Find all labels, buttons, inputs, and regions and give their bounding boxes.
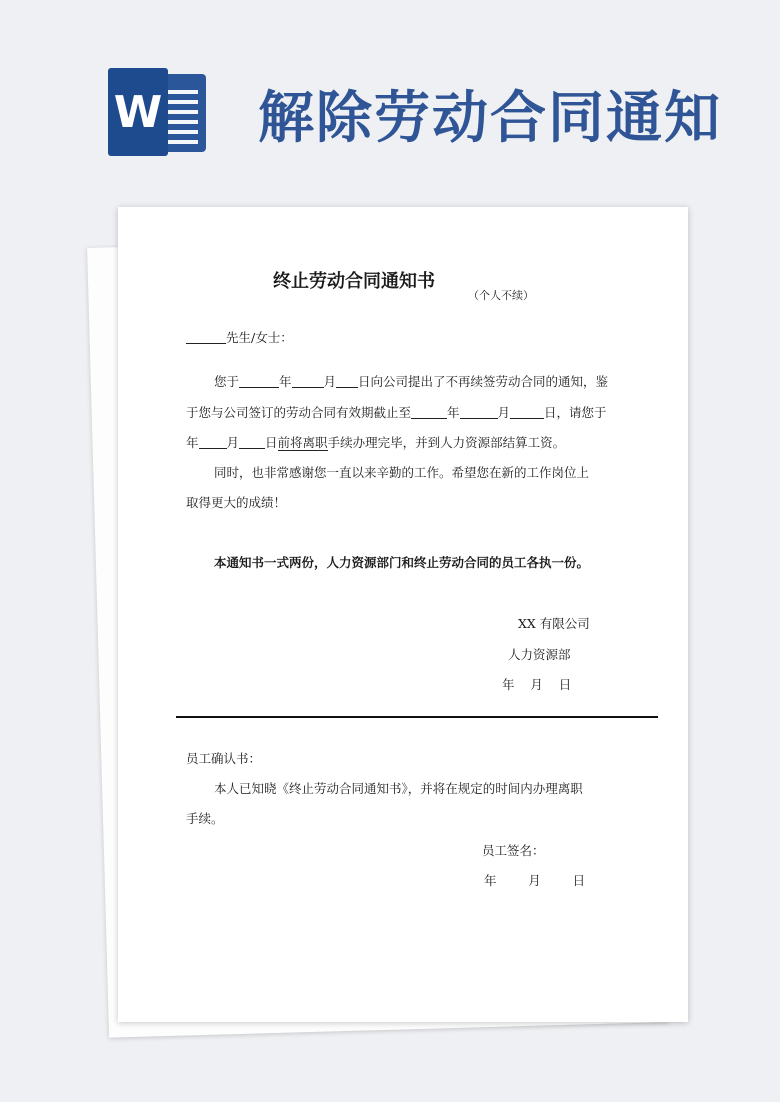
blank-day	[510, 404, 544, 419]
notice-date: 年 月 日	[502, 677, 572, 692]
text: 于您与公司签订的劳动合同有效期截止至	[186, 405, 412, 420]
blank-month	[199, 434, 227, 449]
blank-year	[411, 404, 447, 419]
document-subtitle: （个人不续）	[468, 289, 534, 302]
text: 前将离职	[277, 435, 328, 450]
confirm-heading: 员工确认书：	[186, 751, 262, 766]
signature-date: 年 月 日	[484, 873, 586, 888]
text: 手续办理完毕，并到人力资源部结算工资。	[327, 435, 566, 450]
word-icon	[108, 68, 208, 156]
document-title: 终止劳动合同通知书	[273, 271, 435, 292]
para1-line1	[214, 373, 608, 389]
text: 日	[265, 435, 278, 450]
blank-year	[239, 373, 279, 388]
banner	[0, 0, 780, 190]
blank-month	[292, 373, 324, 388]
company-name: XX 有限公司	[518, 616, 590, 631]
signature-label: 员工签名：	[482, 843, 545, 858]
blank-day	[239, 434, 265, 449]
text: 日，请您于	[544, 405, 607, 420]
text: 年	[447, 405, 460, 420]
department-name: 人力资源部	[508, 647, 571, 662]
text: 月	[226, 435, 240, 450]
confirm-line2: 手续。	[186, 811, 224, 826]
salutation: 先生/女士：	[226, 330, 293, 345]
para2-line2: 取得更大的成绩！	[186, 495, 287, 510]
section-divider	[176, 716, 658, 718]
text: 月	[323, 374, 337, 389]
copies-note: 本通知书一式两份，人力资源部门和终止劳动合同的员工各执一份。	[214, 555, 590, 570]
para1-line3	[186, 434, 565, 450]
name-blank	[186, 329, 226, 344]
para1-line2	[186, 404, 607, 420]
word-icon-letter: W	[108, 68, 168, 156]
text: 您于	[214, 374, 240, 389]
banner-title: 解除劳动合同通知	[258, 86, 722, 151]
blank-day	[336, 373, 358, 388]
para2-line1: 同时，也非常感谢您一直以来辛勤的工作。希望您在新的工作岗位上	[214, 465, 590, 480]
blank-month	[460, 404, 498, 419]
confirm-line1: 本人已知晓《终止劳动合同通知书》，并将在规定的时间内办理离职	[214, 781, 583, 796]
document-page	[118, 207, 688, 1022]
text: 年	[279, 374, 292, 389]
salutation-line	[186, 329, 293, 345]
text: 年	[186, 435, 199, 450]
text: 月	[497, 405, 511, 420]
text: 日向公司提出了不再续签劳动合同的通知，鉴	[358, 374, 609, 389]
